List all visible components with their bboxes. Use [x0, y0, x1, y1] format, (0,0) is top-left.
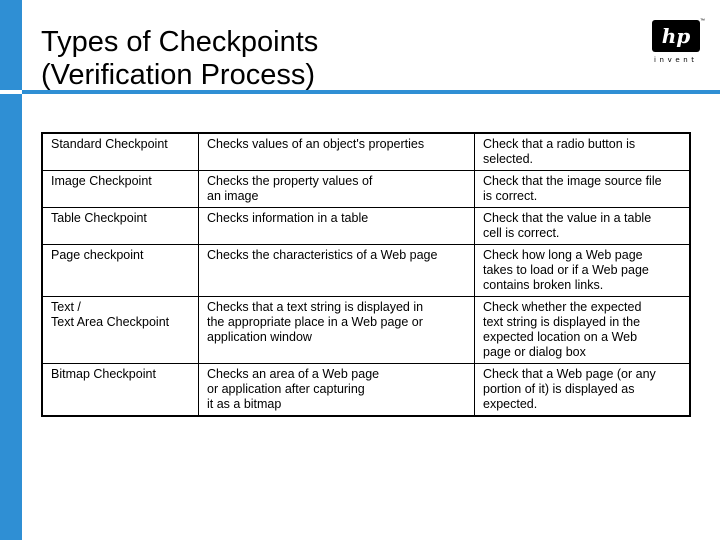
checkpoint-description-cell: Checks the property values of an image — [199, 171, 475, 208]
checkpoint-example-cell: Check that the image source file is correct. — [475, 171, 691, 208]
checkpoint-description-cell: Checks that a text string is displayed in the appropriate place in a Web page or application window — [199, 297, 475, 364]
checkpoint-example-cell: Check that the value in a table cell is correct. — [475, 208, 691, 245]
hp-logo — [652, 18, 705, 68]
hp-logo-trademark: ™ — [700, 18, 705, 24]
checkpoint-description-cell: Checks an area of a Web page or application after capturing it as a bitmap — [199, 364, 475, 417]
checkpoint-example-cell: Check that a Web page (or any portion of it) is displayed as expected. — [475, 364, 691, 417]
checkpoint-description-cell: Checks values of an object's properties — [199, 133, 475, 171]
left-bar-notch — [0, 90, 22, 94]
table-row — [42, 133, 690, 171]
checkpoint-description-cell: Checks information in a table — [199, 208, 475, 245]
hp-logo-mark — [652, 20, 700, 52]
table-row — [42, 364, 690, 417]
hp-logo-text: hp — [661, 24, 691, 48]
checkpoint-type-cell: Table Checkpoint — [42, 208, 199, 245]
page-title-line-2: (Verification Process) — [41, 59, 315, 91]
table-row — [42, 208, 690, 245]
hp-logo-tagline: invent — [654, 56, 698, 64]
checkpoint-type-cell: Standard Checkpoint — [42, 133, 199, 171]
checkpoint-type-cell: Image Checkpoint — [42, 171, 199, 208]
table-row — [42, 245, 690, 297]
checkpoint-type-cell: Text / Text Area Checkpoint — [42, 297, 199, 364]
page-title-line-1: Types of Checkpoints — [41, 26, 319, 58]
checkpoint-types-table — [41, 132, 691, 417]
hp-logo-glyph — [652, 20, 700, 52]
checkpoint-example-cell: Check that a radio button is selected. — [475, 133, 691, 171]
checkpoint-type-cell: Bitmap Checkpoint — [42, 364, 199, 417]
table-row — [42, 171, 690, 208]
checkpoint-type-cell: Page checkpoint — [42, 245, 199, 297]
checkpoint-description-cell: Checks the characteristics of a Web page — [199, 245, 475, 297]
page-title — [41, 26, 318, 92]
left-accent-bar — [0, 0, 22, 540]
checkpoint-example-cell: Check whether the expected text string is displayed in the expected location on a Web page or dialog box — [475, 297, 691, 364]
table-row — [42, 297, 690, 364]
checkpoint-example-cell: Check how long a Web page takes to load or if a Web page contains broken links. — [475, 245, 691, 297]
